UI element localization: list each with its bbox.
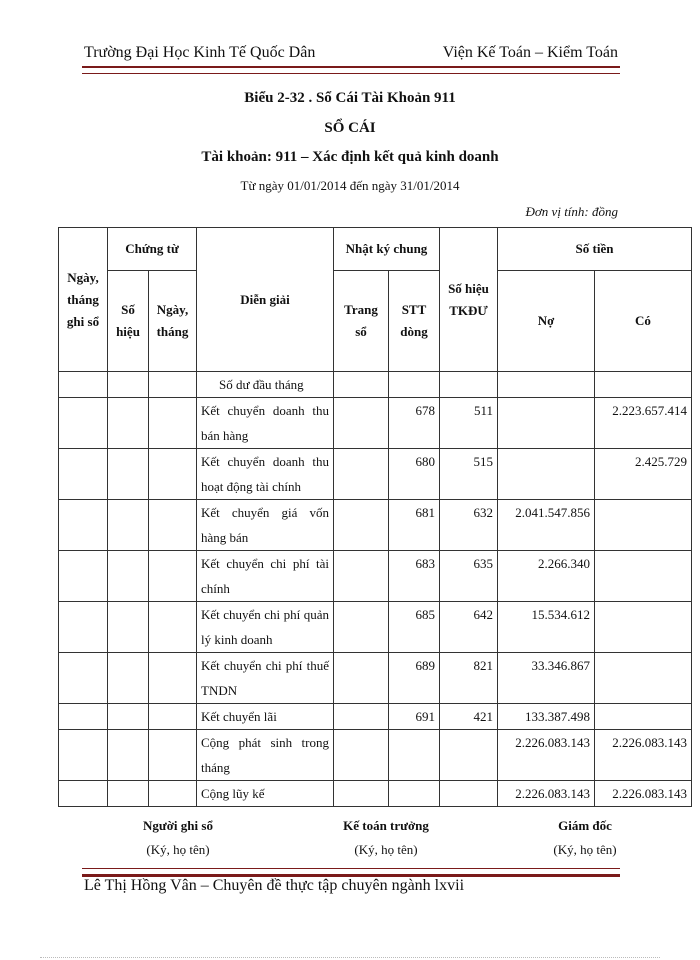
row-line: 678 [389, 398, 440, 449]
row-account: 515 [440, 449, 498, 500]
signature-note: (Ký, họ tên) [146, 842, 210, 857]
signature-note: (Ký, họ tên) [553, 842, 617, 857]
unit-text: Đơn vị tính: đồng [525, 204, 618, 219]
period-text: Từ ngày 01/01/2014 đến ngày 31/01/2014 [240, 178, 460, 193]
row-account: 635 [440, 551, 498, 602]
row-account: 821 [440, 653, 498, 704]
signature-director [505, 818, 665, 858]
row-description: Kết chuyển doanh thu hoạt động tài chính [197, 449, 334, 500]
header-date: Ngày, tháng ghi sổ [59, 228, 108, 372]
page-divider [40, 957, 660, 958]
page-footer: Lê Thị Hồng Vân – Chuyên đề thực tập chuyên ngành lxvii [84, 877, 465, 894]
row-account: 511 [440, 398, 498, 449]
row-line: 685 [389, 602, 440, 653]
table-row [59, 781, 692, 807]
row-description: Kết chuyển chi phí tài chính [197, 551, 334, 602]
header-account: Số hiệu TKĐƯ [440, 228, 498, 372]
row-line: 689 [389, 653, 440, 704]
row-debit: 15.534.612 [498, 602, 595, 653]
row-credit [595, 704, 692, 730]
table-row [59, 653, 692, 704]
form-title: Biểu 2-32 . Sổ Cái Tài Khoản 911 [244, 90, 456, 106]
institute-name: Viện Kế Toán – Kiểm Toán [442, 44, 618, 61]
row-credit: 2.226.083.143 [595, 730, 692, 781]
header-voucher: Chứng từ [108, 228, 197, 271]
row-debit [498, 398, 595, 449]
signature-title: Người ghi sổ [143, 818, 213, 833]
table-row [59, 704, 692, 730]
row-description: Kết chuyển lãi [197, 704, 334, 730]
school-name: Trường Đại Học Kinh Tế Quốc Dân [84, 44, 316, 61]
row-debit: 33.346.867 [498, 653, 595, 704]
header-journal: Nhật ký chung [334, 228, 440, 271]
header-debit: Nợ [498, 271, 595, 372]
row-account: 632 [440, 500, 498, 551]
row-debit: 2.266.340 [498, 551, 595, 602]
row-description: Kết chuyển giá vốn hàng bán [197, 500, 334, 551]
header-description: Diễn giải [197, 228, 334, 372]
row-line: 681 [389, 500, 440, 551]
row-description: Cộng phát sinh trong tháng [197, 730, 334, 781]
row-account: 642 [440, 602, 498, 653]
row-account: 421 [440, 704, 498, 730]
header-voucher-no: Số hiệu [108, 271, 149, 372]
row-credit [595, 602, 692, 653]
row-line: 680 [389, 449, 440, 500]
row-debit: 2.041.547.856 [498, 500, 595, 551]
header-rule [82, 66, 620, 74]
table-row [59, 398, 692, 449]
table-row [59, 602, 692, 653]
row-debit: 133.387.498 [498, 704, 595, 730]
account-title: Tài khoản: 911 – Xác định kết quả kinh doanh [201, 149, 499, 165]
row-credit: 2.223.657.414 [595, 398, 692, 449]
row-description: Cộng lũy kế [197, 781, 334, 807]
header-amount: Số tiền [498, 228, 692, 271]
row-credit [595, 500, 692, 551]
table-row [59, 500, 692, 551]
table-row [59, 449, 692, 500]
ledger-table [58, 227, 692, 807]
row-line: 691 [389, 704, 440, 730]
row-credit [595, 551, 692, 602]
row-description: Kết chuyển doanh thu bán hàng [197, 398, 334, 449]
page-header [84, 44, 618, 62]
header-line: STT dòng [389, 271, 440, 372]
signature-chief-accountant [306, 818, 466, 858]
header-page: Trang sổ [334, 271, 389, 372]
book-title: SỔ CÁI [324, 120, 376, 136]
row-debit [498, 449, 595, 500]
table-row [59, 372, 692, 398]
row-debit: 2.226.083.143 [498, 781, 595, 807]
signature-note: (Ký, họ tên) [354, 842, 418, 857]
row-description: Kết chuyển chi phí thuế TNDN [197, 653, 334, 704]
row-credit: 2.425.729 [595, 449, 692, 500]
signature-recorder [98, 818, 258, 858]
header-credit: Có [595, 271, 692, 372]
table-row [59, 551, 692, 602]
row-debit: 2.226.083.143 [498, 730, 595, 781]
signature-title: Giám đốc [558, 818, 612, 833]
row-description: Kết chuyển chi phí quản lý kinh doanh [197, 602, 334, 653]
table-row [59, 730, 692, 781]
row-credit: 2.226.083.143 [595, 781, 692, 807]
header-voucher-date: Ngày, tháng [149, 271, 197, 372]
signature-title: Kế toán trưởng [343, 818, 429, 833]
row-line: 683 [389, 551, 440, 602]
row-credit [595, 653, 692, 704]
footer-rule [82, 868, 620, 877]
row-description: Số dư đầu tháng [197, 372, 334, 398]
